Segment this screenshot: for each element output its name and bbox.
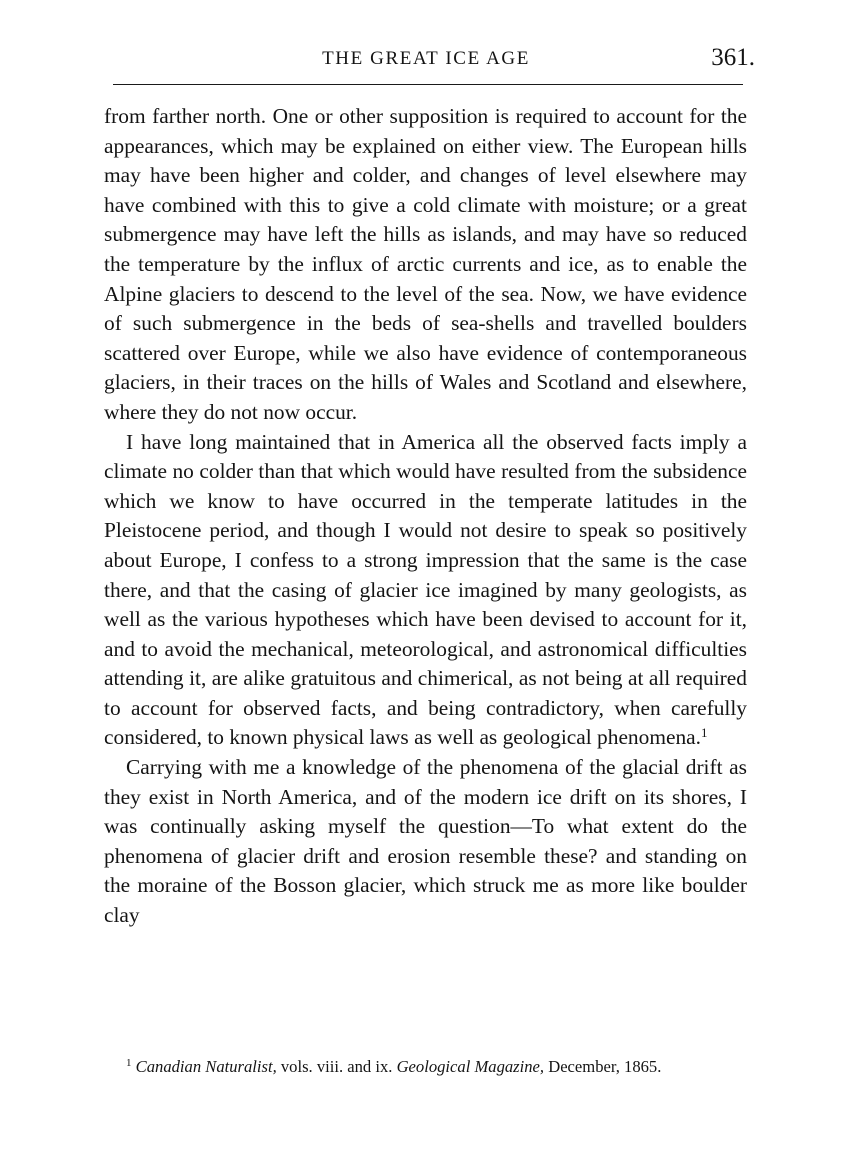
header-rule xyxy=(113,84,743,85)
paragraph-1 xyxy=(104,102,747,428)
footnote xyxy=(104,1054,749,1079)
footnote-text-1: vols. viii. and ix. xyxy=(276,1057,397,1076)
paragraph-3 xyxy=(104,753,747,931)
page-number: 361. xyxy=(711,44,755,71)
footnote-source-1: Canadian Naturalist, xyxy=(135,1057,277,1076)
running-title: THE GREAT ICE AGE xyxy=(322,48,530,69)
footnote-marker: 1 xyxy=(126,1057,132,1069)
paragraph-2-text: I have long maintained that in America all the observed facts imply a climate no colder than that which would have resulted from the subsidence which we know to have occurred in the temperate latitudes in the Pleistocene period, and though I would not desire to speak so positively about Europe, I confess to a strong impression that the same is the case there, and that the casing of glacier ice imagined by many geologists, as well as the various hypotheses which have been devised to account for it, and to avoid the mechanical, meteorological, and astronomical difficulties attending it, are alike gratuitous and chimerical, as not being at all required to account for observed facts, and being contradictory, when carefully considered, to known physical laws as well as geological phenomena. xyxy=(104,429,747,750)
body-text xyxy=(104,102,747,931)
paragraph-1-text: from farther north. One or other supposition is required to account for the appearances, which may be explained on either view. The European hills may have been higher and colder, and changes of level elsewhere may have combined with this to give a cold climate with moisture; or a great submergence may have left the hills as islands, and may have so reduced the temperature by the influx of arctic currents and ice, as to enable the Alpine glaciers to descend to the level of the sea. Now, we have evidence of such submergence in the beds of sea-shells and travelled boulders scattered over Europe, while we also have evidence of contemporaneous glaciers, in their traces on the hills of Wales and Scotland and elsewhere, where they do not now occur. xyxy=(104,104,747,424)
running-header xyxy=(105,44,755,80)
footnote-reference[interactable]: 1 xyxy=(701,725,708,741)
paragraph-3-text: Carrying with me a knowledge of the phenomena of the glacial drift as they exist in North America, and of the modern ice drift on its shores, I was continually asking myself the question—To what extent do the phenomena of glacier drift and erosion resemble these? and standing on the moraine of the Bosson glacier, which struck me as more like boulder clay xyxy=(104,755,747,928)
footnote-source-2: Geological Magazine, xyxy=(396,1057,545,1076)
footnote-text-2: December, 1865. xyxy=(544,1057,662,1076)
paragraph-2 xyxy=(104,428,747,754)
